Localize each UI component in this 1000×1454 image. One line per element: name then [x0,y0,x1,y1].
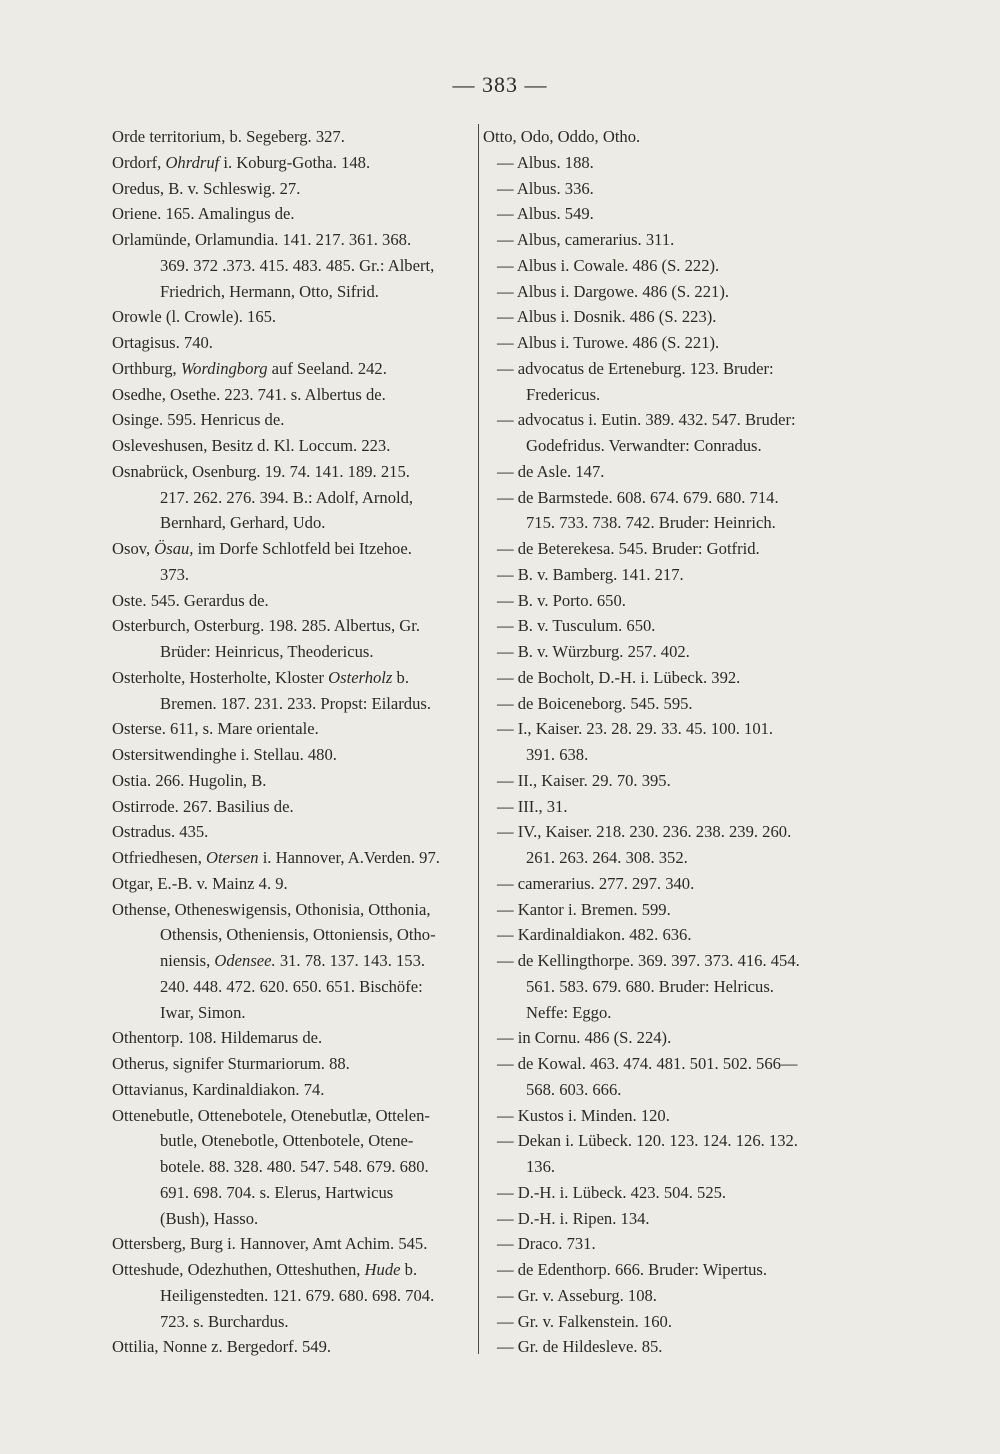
index-entry [483,1334,843,1360]
index-entry [483,588,843,614]
index-entry-line: Friedrich, Hermann, Otto, Sifrid. [160,281,379,301]
index-entry [112,1025,472,1051]
index-entry-line: — de Kowal. 463. 474. 481. 501. 502. 566— [497,1054,798,1073]
index-entry-line: — Albus, camerarius. 311. [497,230,675,249]
index-entry-line: — Gr. v. Falkenstein. 160. [497,1311,672,1331]
index-entry [483,407,843,459]
index-entry [112,150,472,176]
index-entry-line: Ordorf, Ohrdruf i. Koburg-Gotha. 148. [112,152,371,172]
index-entry-line: — Albus. 549. [497,204,594,224]
index-entry-line: Fredericus. [526,384,601,404]
index-entry [112,124,472,150]
index-entry-line: Otteshude, Odezhuthen, Otteshuthen, Hude b. [112,1260,418,1279]
index-entry-line: Otfriedhesen, Otersen i. Hannover, A.Verden. 97. [112,848,440,867]
index-entry-line: Orthburg, Wordingborg auf Seeland. 242. [112,358,387,378]
index-entry-line: Otherus, signifer Sturmariorum. 88. [112,1054,350,1073]
index-entry-line: Osedhe, Osethe. 223. 741. s. Albertus de. [112,384,386,404]
index-entry-line: — in Cornu. 486 (S. 224). [497,1028,672,1048]
index-entry [483,485,843,537]
index-column-left [112,124,472,1360]
index-entry-line: Otto, Odo, Oddo, Otho. [483,127,641,146]
index-entry [112,356,472,382]
index-entry [483,1025,843,1051]
index-entry [483,356,843,408]
index-entry [483,536,843,562]
index-entry-line: — D.-H. i. Lübeck. 423. 504. 525. [497,1182,727,1202]
index-entry-line: Osnabrück, Osenburg. 19. 74. 141. 189. 215. [112,461,410,481]
index-entry [483,871,843,897]
index-entry [483,253,843,279]
index-entry-line: — Kustos i. Minden. 120. [497,1105,670,1125]
index-entry-line: 691. 698. 704. s. Elerus, Hartwicus [160,1182,394,1202]
index-entry-line: Osov, Ösau, im Dorfe Schlotfeld bei Itzehoe. [112,539,412,558]
index-entry [483,794,843,820]
index-entry-line: — Albus. 336. [497,178,594,198]
index-entry [483,124,843,150]
index-entry [112,794,472,820]
index-entry [112,201,472,227]
index-entry-line: Ottersberg, Burg i. Hannover, Amt Achim. 545. [112,1234,428,1254]
index-entry-line: — de Beterekesa. 545. Bruder: Gotfrid. [497,539,760,558]
index-entry-line: 373. [160,564,190,584]
index-entry [483,897,843,923]
index-entry [112,819,472,845]
index-entry-line: 391. 638. [526,745,589,764]
index-entry-line: Ortagisus. 740. [112,333,213,352]
index-entry-line: Ottenebutle, Ottenebotele, Otenebutlæ, Ottelen- [112,1105,430,1125]
index-entry-line: Orde territorium, b. Segeberg. 327. [112,127,345,146]
index-entry-line: niensis, Odensee. 31. 78. 137. 143. 153. [160,951,426,970]
index-entry-line: 217. 262. 276. 394. B.: Adolf, Arnold, [160,487,414,507]
index-entry-line: Bernhard, Gerhard, Udo. [160,513,326,533]
index-entry-line: Ostersitwendinghe i. Stellau. 480. [112,745,337,764]
index-entry-line: Ottavianus, Kardinaldiakon. 74. [112,1079,325,1099]
index-entry [483,691,843,717]
index-entry [483,176,843,202]
index-entry [112,1257,472,1334]
index-entry [112,1334,472,1360]
index-entry [483,201,843,227]
index-entry [112,1077,472,1103]
index-entry [112,433,472,459]
index-entry [483,665,843,691]
index-entry-line: botele. 88. 328. 480. 547. 548. 679. 680. [160,1157,429,1176]
index-entry [112,176,472,202]
index-entry-line: — Albus i. Cowale. 486 (S. 222). [497,255,720,275]
index-entry [112,613,472,665]
index-entry-line: Ostirrode. 267. Basilius de. [112,796,294,816]
index-entry-line: — de Edenthorp. 666. Bruder: Wipertus. [497,1260,768,1279]
index-entry-line: — de Bocholt, D.-H. i. Lübeck. 392. [497,667,741,687]
index-entry-line: Ostia. 266. Hugolin, B. [112,770,267,790]
index-entry-line: — IV., Kaiser. 218. 230. 236. 238. 239. 260. [497,822,792,842]
index-entry [112,382,472,408]
index-entry [112,330,472,356]
index-entry-line: — Albus. 188. [497,152,594,172]
index-entry-line: Othensis, Otheniensis, Ottoniensis, Otho- [160,925,436,945]
index-entry-line: — III., 31. [497,796,568,816]
index-entry [112,716,472,742]
index-entry-line: Osterse. 611, s. Mare orientale. [112,719,319,739]
index-entry [112,407,472,433]
index-entry-line: — Albus i. Turowe. 486 (S. 221). [497,333,720,352]
index-entry-line: Osleveshusen, Besitz d. Kl. Loccum. 223. [112,436,391,455]
index-entry [483,613,843,639]
index-entry [112,1231,472,1257]
index-entry [483,150,843,176]
index-entry-line: (Bush), Hasso. [160,1208,259,1228]
index-entry-line: Osterholte, Hosterholte, Kloster Osterholz b. [112,667,409,687]
index-entry [483,1051,843,1103]
index-entry-line: — I., Kaiser. 23. 28. 29. 33. 45. 100. 101. [497,719,774,739]
index-entry-line: — Albus i. Dosnik. 486 (S. 223). [497,307,717,327]
index-entry-line: — D.-H. i. Ripen. 134. [497,1208,650,1228]
index-entry-line: — Gr. de Hildesleve. 85. [497,1337,663,1357]
index-entry [112,588,472,614]
index-entry [483,330,843,356]
index-entry [112,304,472,330]
index-entry-line: Oste. 545. Gerardus de. [112,590,269,610]
index-entry [483,1128,843,1180]
index-entry [483,1283,843,1309]
index-entry-line: — de Barmstede. 608. 674. 679. 680. 714. [497,487,779,507]
index-entry [483,279,843,305]
index-entry [483,1309,843,1335]
index-entry-line: — Draco. 731. [497,1234,596,1254]
index-entry [483,304,843,330]
index-entry-line: — Dekan i. Lübeck. 120. 123. 124. 126. 132. [497,1131,798,1151]
index-entry-line: 723. s. Burchardus. [160,1311,289,1331]
index-entry-line: Heiligenstedten. 121. 679. 680. 698. 704. [160,1285,435,1305]
index-entry-line: — de Kellingthorpe. 369. 397. 373. 416. 454. [497,951,800,970]
index-entry [112,845,472,871]
index-entry-line: Oriene. 165. Amalingus de. [112,204,295,224]
index-entry [483,922,843,948]
index-entry-line: — Albus i. Dargowe. 486 (S. 221). [497,281,729,301]
index-entry [112,742,472,768]
index-entry-line: 369. 372 .373. 415. 483. 485. Gr.: Albert, [160,255,435,275]
index-entry-line: 136. [526,1157,556,1176]
index-entry-line: — de Boiceneborg. 545. 595. [497,693,693,713]
index-entry-line: Osinge. 595. Henricus de. [112,410,285,430]
index-entry-line: 568. 603. 666. [526,1079,622,1099]
index-entry [483,562,843,588]
index-entry-line: — advocatus i. Eutin. 389. 432. 547. Bruder: [497,410,796,430]
index-entry [483,948,843,1025]
index-entry [483,1231,843,1257]
page-number: — 383 — [452,72,548,97]
index-entry [483,459,843,485]
index-entry-line: — advocatus de Erteneburg. 123. Bruder: [497,358,774,378]
index-entry-line: 715. 733. 738. 742. Bruder: Heinrich. [526,513,776,533]
index-entry-line: — B. v. Würzburg. 257. 402. [497,642,690,661]
index-entry [112,1051,472,1077]
index-entry [483,1180,843,1206]
index-entry-line: — B. v. Tusculum. 650. [497,616,656,636]
index-entry [112,665,472,717]
index-entry-line: Osterburch, Osterburg. 198. 285. Albertus, Gr. [112,616,421,636]
index-entry [483,819,843,871]
index-entry [483,1103,843,1129]
index-entry-line: Otgar, E.-B. v. Mainz 4. 9. [112,873,288,893]
index-entry [483,1206,843,1232]
index-entry [483,716,843,768]
index-entry [483,768,843,794]
index-entry [112,536,472,588]
index-entry [483,639,843,665]
index-entry-line: Oredus, B. v. Schleswig. 27. [112,178,301,198]
index-entry-line: — de Asle. 147. [497,461,605,481]
index-entry [112,871,472,897]
index-entry-line: 561. 583. 679. 680. Bruder: Helricus. [526,976,774,996]
index-entry-line: — camerarius. 277. 297. 340. [497,873,695,893]
index-column-right [483,124,843,1360]
index-entry-line: Brüder: Heinricus, Theodericus. [160,642,374,661]
index-entry-line: — Kantor i. Bremen. 599. [497,899,671,919]
index-entry [112,768,472,794]
index-entry-line: Orlamünde, Orlamundia. 141. 217. 361. 368. [112,230,412,249]
index-entry [483,1257,843,1283]
index-entry-line: Othentorp. 108. Hildemarus de. [112,1028,323,1048]
index-entry-line: Iwar, Simon. [160,1002,246,1022]
index-entry-line: 240. 448. 472. 620. 650. 651. Bischöfe: [160,976,423,996]
index-entry-line: Godefridus. Verwandter: Conradus. [526,436,762,455]
index-entry-line: Bremen. 187. 231. 233. Propst: Eilardus. [160,693,432,713]
index-entry-line: — B. v. Porto. 650. [497,590,626,610]
index-entry-line: 261. 263. 264. 308. 352. [526,848,688,867]
index-entry-line: Ottilia, Nonne z. Bergedorf. 549. [112,1337,332,1357]
index-entry-line: butle, Otenebotle, Ottenbotele, Otene- [160,1131,414,1151]
index-entry-line: — B. v. Bamberg. 141. 217. [497,564,684,584]
index-entry [112,1103,472,1232]
index-entry-line: — Kardinaldiakon. 482. 636. [497,925,692,945]
column-divider [478,124,479,1354]
index-entry-line: — II., Kaiser. 29. 70. 395. [497,770,671,790]
index-entry [112,459,472,536]
index-entry-line: Othense, Otheneswigensis, Othonisia, Otthonia, [112,899,431,919]
index-entry [483,227,843,253]
index-entry-line: Orowle (l. Crowle). 165. [112,307,277,327]
index-entry-line: — Gr. v. Asseburg. 108. [497,1285,657,1305]
index-entry [112,227,472,304]
index-entry [112,897,472,1026]
index-entry-line: Ostradus. 435. [112,822,209,842]
index-entry-line: Neffe: Eggo. [526,1002,612,1022]
